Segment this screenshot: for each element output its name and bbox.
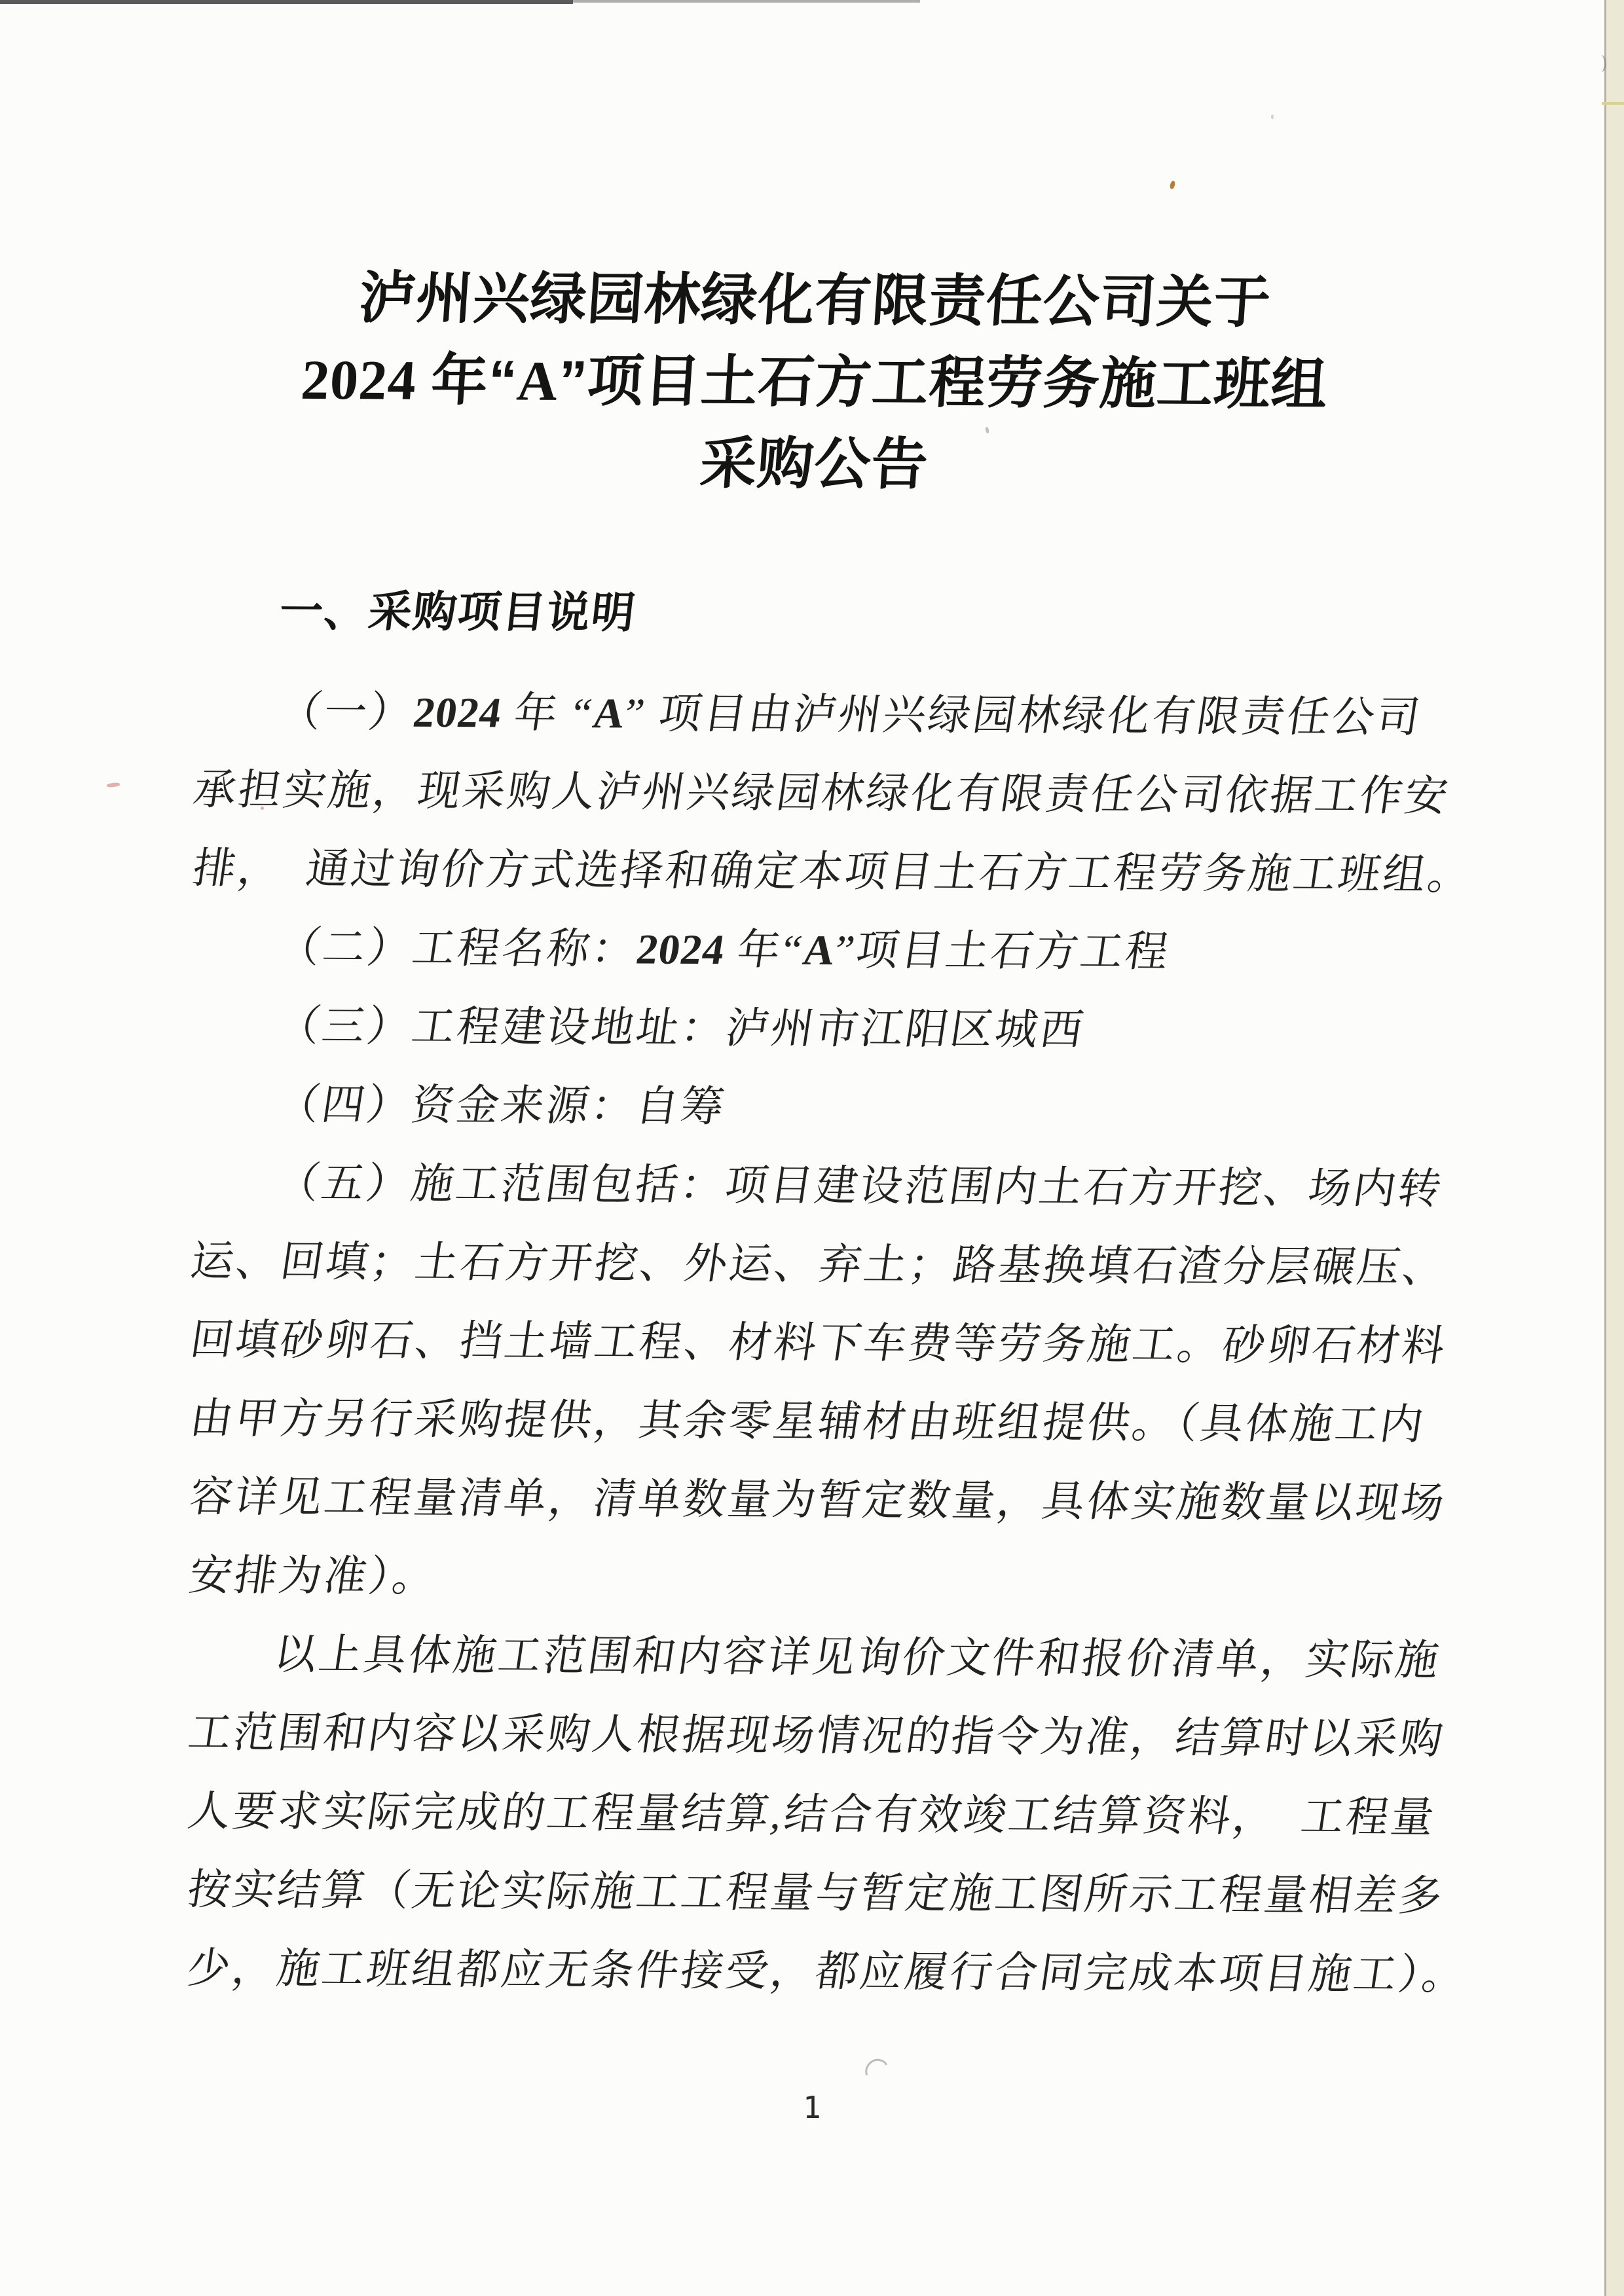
- scan-artifact-speck: [107, 782, 120, 788]
- text-run: 承担实施，现采购人泸州兴绿园林绿化有限责任公司依据工作安: [190, 767, 1453, 821]
- document-title-line: [193, 338, 1436, 427]
- text-run: 年“: [429, 348, 519, 412]
- scan-artifact-squiggle: [862, 2055, 890, 2085]
- text-run: 由甲方另行采购提供，其余零星辅材由班组提供。（具体施工内: [187, 1395, 1429, 1449]
- text-run: （四）资金来源：自筹: [273, 1081, 729, 1131]
- text-run: 工范围和内容以采购人根据现场情况的指令为准，结算时以采购: [185, 1709, 1449, 1763]
- text-run: 泸州兴绿园林绿化有限责任公司关于: [357, 266, 1273, 335]
- text-run: （一）: [276, 688, 418, 737]
- text-run: 少，施工班组都应无条件接受，都应履行合同完成本项目施工）。: [184, 1944, 1471, 1999]
- scan-artifact-top-edge-gray: [573, 0, 920, 3]
- text-run: 年 “: [498, 689, 597, 738]
- body-text-line: [186, 1065, 1435, 1150]
- text-run: ” 项目由泸州兴绿园林绿化有限责任公司: [621, 690, 1426, 742]
- page-number: 1: [803, 2090, 821, 2125]
- text-run: 运、回填；土石方开挖、外运、弃土；路基换填石渣分层碾压、: [187, 1238, 1451, 1292]
- body-text-line: [183, 1772, 1440, 1857]
- body-text-line: [185, 1301, 1450, 1386]
- body-text-line: [184, 1537, 1433, 1622]
- body-text-line: [183, 1615, 1445, 1700]
- text-run: 容详见工程量清单，清单数量为暂定数量，具体实施数量以现场: [186, 1474, 1450, 1527]
- body-text-line: [186, 1144, 1447, 1229]
- scan-artifact-mark: [1602, 102, 1624, 105]
- body-text-line: [184, 1458, 1450, 1543]
- document-content: [184, 257, 1477, 2014]
- numeral-text-run: 2024: [299, 348, 434, 412]
- text-run: 采购公告: [698, 432, 931, 496]
- scan-artifact-top-edge-dark: [0, 0, 573, 4]
- body-text-line: [185, 1379, 1433, 1465]
- text-run: 安排为准）。: [186, 1552, 441, 1601]
- numeral-text-run: 2024: [410, 689, 506, 737]
- text-run: （二）工程名称：: [274, 924, 640, 974]
- text-run: 回填砂卵石、挡土墙工程、材料下车费等劳务施工。砂卵石材料: [187, 1317, 1450, 1370]
- text-run: 年“: [721, 926, 807, 974]
- text-run: （三）工程建设地址：泸州市江阳区城西: [274, 1002, 1089, 1055]
- text-run: 人要求实际完成的工程量结算,结合有效竣工结算资料， 工程量: [185, 1787, 1440, 1842]
- document-title-line: [194, 257, 1437, 345]
- body-text-line: [182, 1851, 1448, 1936]
- body-text-line: [185, 1222, 1451, 1307]
- text-run: （五）施工范围包括：项目建设范围内土石方开挖、场内转: [273, 1159, 1447, 1213]
- body-text-line: [188, 751, 1453, 836]
- text-run: 按实结算（无论实际施工工程量与暂定施工图所示工程量相差多: [184, 1866, 1448, 1920]
- body-text-line: [187, 829, 1477, 915]
- numeral-text-run: A: [589, 690, 629, 738]
- body-text-line: [187, 908, 1436, 993]
- text-run: ”项目土石方工程劳务施工班组: [556, 349, 1331, 417]
- body-text-line: [182, 1929, 1471, 2014]
- scan-artifact-page-edge-strip: [1606, 0, 1624, 2296]
- numeral-text-run: A: [515, 349, 561, 412]
- numeral-text-run: 2024: [633, 926, 728, 974]
- body-text-line: [189, 672, 1437, 757]
- body-text-line: [187, 987, 1435, 1072]
- scan-artifact-speck: [1271, 115, 1274, 119]
- section-heading: [191, 571, 1437, 656]
- text-run: 一、采购项目说明: [277, 586, 639, 637]
- text-run: ”项目土石方工程: [831, 927, 1174, 976]
- scan-artifact-speck: [1169, 180, 1175, 189]
- text-run: 排， 通过询价方式选择和确定本项目土石方工程劳务施工班组。: [189, 845, 1477, 900]
- body-text-line: [183, 1694, 1449, 1779]
- document-title-line: [193, 420, 1435, 509]
- text-run: 以上具体施工范围和内容详见询价文件和报价清单，实际施: [270, 1631, 1445, 1685]
- scan-artifact-mark: [1595, 55, 1606, 72]
- numeral-text-run: A: [800, 926, 839, 975]
